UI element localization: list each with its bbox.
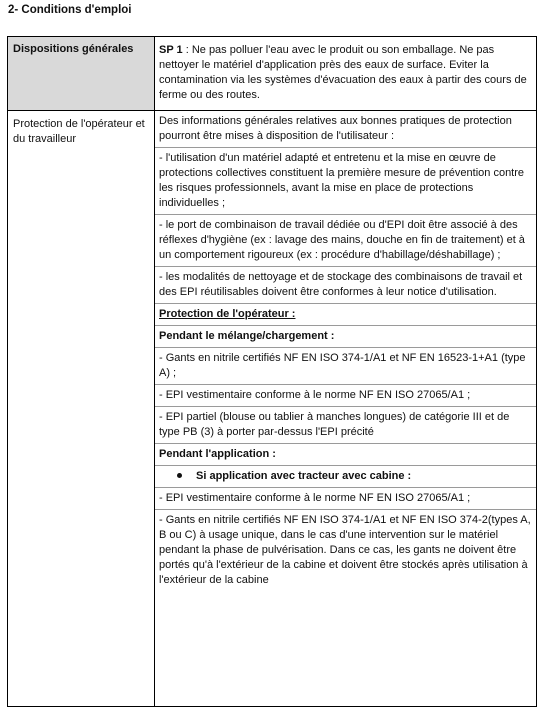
- sp1-text: : Ne pas polluer l'eau avec le produit ou son emballage. Ne pas nettoyer le matériel d'application près des eaux de surface. Eviter la contamination via les systèmes d'évacuation des eaux à partir des cours de ferme ou des routes.: [159, 44, 527, 101]
- general-text: [155, 37, 536, 103]
- row-content-protection: [155, 111, 536, 591]
- table-row-protection: [8, 111, 536, 706]
- application-item: - Gants en nitrile certifiés NF EN ISO 374-1/A1 et NF EN ISO 374-2(types A, B ou C) à usage unique, dans le cas d'une intervention sur le matériel pendant la phase de pulvérisation. Dans ce cas, les gants ne doivent être portés qu'à l'extérieur de la cabine et doivent être stockés après utilisation à l'extérieur de la cabine: [159, 514, 531, 586]
- application-heading: Pendant l'application :: [155, 444, 536, 466]
- info-paragraph: - le port de combinaison de travail dédiée ou d'EPI doit être associé à des réflexes d'hygiène (ex : lavage des mains, douche en fin de traitement) et à un comportement rigoureux (ex : procédure d'habillage/déshabillage) ;: [155, 215, 536, 267]
- row-label-general: Dispositions générales: [8, 37, 155, 110]
- tractor-bullet-item: [155, 466, 536, 488]
- mixing-item: - EPI partiel (blouse ou tablier à manches longues) de catégorie III et de type PB (3) à porter par-dessus l'EPI précité: [155, 407, 536, 444]
- info-paragraph: - les modalités de nettoyage et de stockage des combinaisons de travail et des EPI réutilisables doivent être conformes à leur notice d'utilisation.: [155, 267, 536, 304]
- info-paragraph: Des informations générales relatives aux bonnes pratiques de protection pourront être mises à disposition de l'utilisateur :: [155, 111, 536, 148]
- tractor-bullet-text: Si application avec tracteur avec cabine :: [196, 470, 412, 482]
- sp1-code: SP 1: [159, 44, 183, 56]
- operator-protection-heading: Protection de l'opérateur :: [155, 304, 536, 326]
- mixing-item: - EPI vestimentaire conforme à le norme NF EN ISO 27065/A1 ;: [155, 385, 536, 407]
- conditions-table: [7, 36, 537, 707]
- mixing-heading: Pendant le mélange/chargement :: [155, 326, 536, 348]
- bullet-icon: [177, 473, 182, 478]
- row-label-protection: Protection de l'opérateur et du travailleur: [8, 111, 155, 706]
- row-content-general: [155, 37, 536, 103]
- info-paragraph: - l'utilisation d'un matériel adapté et entretenu et la mise en œuvre de protections collectives constituent la première mesure de prévention contre les risques professionnels, avant la mise en place de protections individuelles ;: [155, 148, 536, 215]
- table-row-general: [8, 37, 536, 111]
- application-item: - EPI vestimentaire conforme à le norme NF EN ISO 27065/A1 ;: [155, 488, 536, 510]
- mixing-item: - Gants en nitrile certifiés NF EN ISO 374-1/A1 et NF EN 16523-1+A1 (type A) ;: [155, 348, 536, 385]
- section-title: 2- Conditions d'emploi: [8, 4, 132, 16]
